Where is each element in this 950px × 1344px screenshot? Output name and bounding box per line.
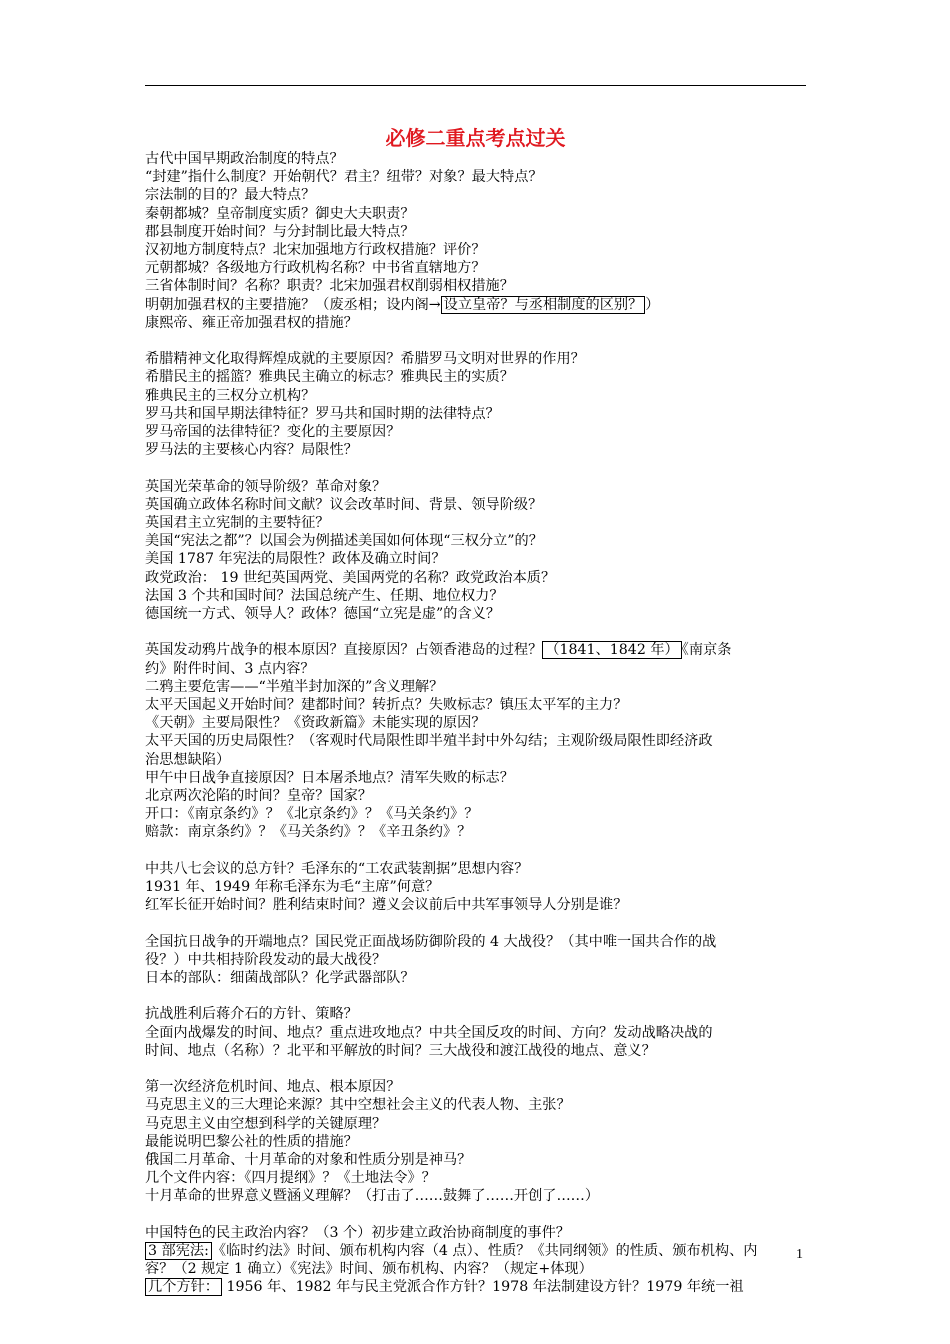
question-line: 希腊精神文化取得辉煌成就的主要原因？希腊罗马文明对世界的作用？: [145, 351, 585, 368]
question-line: 最能说明巴黎公社的性质的措施？: [145, 1133, 358, 1150]
line-text: 英国发动鸦片战争的根本原因？直接原因？占领香港岛的过程？: [145, 642, 543, 659]
question-line: 开口：《南京条约》？《北京条约》？《马关条约》？: [145, 806, 479, 823]
question-line: 英国光荣革命的领导阶级？革命对象？: [145, 478, 387, 495]
question-line: 北京两次沦陷的时间？皇帝？国家？: [145, 788, 373, 805]
question-line: 郡县制度开始时间？与分封制比最大特点？: [145, 223, 415, 240]
section-gap: [145, 332, 813, 350]
boxed-text: 设立皇帝？与丞相制度的区别？: [441, 296, 646, 314]
question-line: 十月革命的世界意义暨涵义理解？（打击了……鼓舞了……开创了……）: [145, 1188, 600, 1205]
question-line: 德国统一方式、领导人？政体？德国“立宪是虚”的含义？: [145, 606, 501, 623]
question-line: 汉初地方制度特点？北宋加强地方行政权措施？评价？: [145, 242, 486, 259]
question-line: 宗法制的目的？最大特点？: [145, 187, 316, 204]
boxed-text: 几个方针：: [145, 1278, 222, 1296]
question-line: 二鸦主要危害——“半殖半封加深的”含义理解？: [145, 678, 444, 695]
question-line: [145, 641, 813, 659]
question-line: 太平天国起义开始时间？建都时间？转折点？失败标志？镇压太平军的主力？: [145, 697, 628, 714]
question-line: 元朝都城？各级地方行政机构名称？中书省直辖地方？: [145, 260, 486, 277]
line-text: ）: [645, 296, 660, 313]
question-line: 马克思主义由空想到科学的关键原理？: [145, 1115, 387, 1132]
question-line: 全面内战爆发的时间、地点？重点进攻地点？中共全国反攻的时间、方向？发动战略决战的: [145, 1024, 713, 1041]
arrow-icon: →: [428, 296, 441, 313]
question-line: 美国 1787 年宪法的局限性？政体及确立时间？: [145, 551, 446, 568]
section-gap: [145, 623, 813, 641]
question-line: 约》附件时间、3 点内容？: [145, 660, 315, 677]
question-line: 罗马法的主要核心内容？局限性？: [145, 442, 358, 459]
section-gap: [145, 459, 813, 477]
question-line: 英国确立政体名称时间文献？议会改革时间、背景、领导阶级？: [145, 496, 543, 513]
question-list: [145, 150, 813, 1297]
question-line: 太平天国的历史局限性？（客观时代局限性即半殖半封中外勾结；主观阶级局限性即经济政: [145, 733, 713, 750]
section-gap: [145, 1206, 813, 1224]
question-line: [145, 1278, 813, 1296]
section-gap: [145, 842, 813, 860]
section-gap: [145, 1060, 813, 1078]
question-line: 美国“宪法之都”？以国会为例描述美国如何体现“三权分立”的？: [145, 533, 543, 550]
question-line: 容？（2 规定 1 确立）《宪法》时间、颁布机构、内容？（规定+体现）: [145, 1261, 593, 1278]
question-line: 治思想缺陷）: [145, 751, 231, 768]
line-text: 明朝加强君权的主要措施？（废丞相；设内阁: [145, 296, 429, 313]
question-line: 1931 年、1949 年称毛泽东为毛“主席”何意？: [145, 879, 440, 896]
header-rule: [145, 85, 806, 86]
line-text: 《临时约法》时间、颁布机构内容（4 点）、性质？《共同纲领》的性质、颁布机构、内: [211, 1243, 758, 1260]
question-line: 红军长征开始时间？胜利结束时间？遵义会议前后中共军事领导人分别是谁？: [145, 897, 628, 914]
question-line: 全国抗日战争的开端地点？国民党正面战场防御阶段的 4 大战役？（其中唯一国共合作的战: [145, 933, 717, 950]
question-line: 古代中国早期政治制度的特点？: [145, 151, 344, 167]
question-line: 几个文件内容：《四月提纲》？《土地法令》？: [145, 1170, 436, 1187]
question-line: 赔款：南京条约》？《马关条约》？《辛丑条约》？: [145, 824, 472, 841]
question-line: 罗马共和国早期法律特征？罗马共和国时期的法律特点？: [145, 405, 500, 422]
line-text: 《南京条: [681, 642, 732, 659]
question-line: 三省体制时间？名称？职责？北宋加强君权削弱相权措施？: [145, 278, 514, 295]
question-line: 时间、地点（名称）？北平和平解放的时间？三大战役和渡江战役的地点、意义？: [145, 1042, 656, 1059]
question-line: 抗战胜利后蒋介石的方针、策略？: [145, 1006, 358, 1023]
question-line: 中共八七会议的总方针？毛泽东的“工农武装割据”思想内容？: [145, 860, 529, 877]
question-line: 第一次经济危机时间、地点、根本原因？: [145, 1079, 401, 1096]
boxed-text: （1841、1842 年）: [542, 641, 681, 659]
question-line: 甲午中日战争直接原因？日本屠杀地点？清军失败的标志？: [145, 769, 514, 786]
question-line: 马克思主义的三大理论来源？其中空想社会主义的代表人物、主张？: [145, 1097, 571, 1114]
section-gap: [145, 914, 813, 932]
question-line: 秦朝都城？皇帝制度实质？御史大夫职责？: [145, 205, 415, 222]
question-line: 罗马帝国的法律特征？变化的主要原因？: [145, 424, 401, 441]
question-line: 日本的部队：细菌战部队？化学武器部队？: [145, 970, 415, 987]
question-line: 希腊民主的摇篮？雅典民主确立的标志？雅典民主的实质？: [145, 369, 514, 386]
section-gap: [145, 987, 813, 1005]
question-line: 役？）中共相持阶段发动的最大战役？: [145, 951, 387, 968]
question-line: 英国君主立宪制的主要特征？: [145, 515, 330, 532]
question-line: 康熙帝、雍正帝加强君权的措施？: [145, 314, 358, 331]
question-line: [145, 1242, 813, 1260]
question-line: 《天朝》主要局限性？《资政新篇》未能实现的原因？: [145, 715, 486, 732]
question-line: 雅典民主的三权分立机构？: [145, 387, 316, 404]
question-line: 政党政治： 19 世纪英国两党、美国两党的名称？政党政治本质？: [145, 569, 556, 586]
question-line: 俄国二月革命、十月革命的对象和性质分别是神马？: [145, 1152, 472, 1169]
question-line: 中国特色的民主政治内容？（3 个）初步建立政治协商制度的事件？: [145, 1224, 570, 1241]
line-text: 1956 年、1982 年与民主党派合作方针？1978 年法制建设方针？1979 年统一祖: [221, 1279, 744, 1296]
question-line: [145, 296, 813, 314]
page-number: 1: [796, 1247, 803, 1262]
question-line: 法国 3 个共和国时间？法国总统产生、任期、地位权力？: [145, 587, 504, 604]
page-title: 必修二重点考点过关: [385, 126, 566, 150]
question-line: “封建”指什么制度？开始朝代？君主？纽带？对象？最大特点？: [145, 169, 543, 186]
boxed-text: 3 部宪法:: [145, 1242, 212, 1260]
